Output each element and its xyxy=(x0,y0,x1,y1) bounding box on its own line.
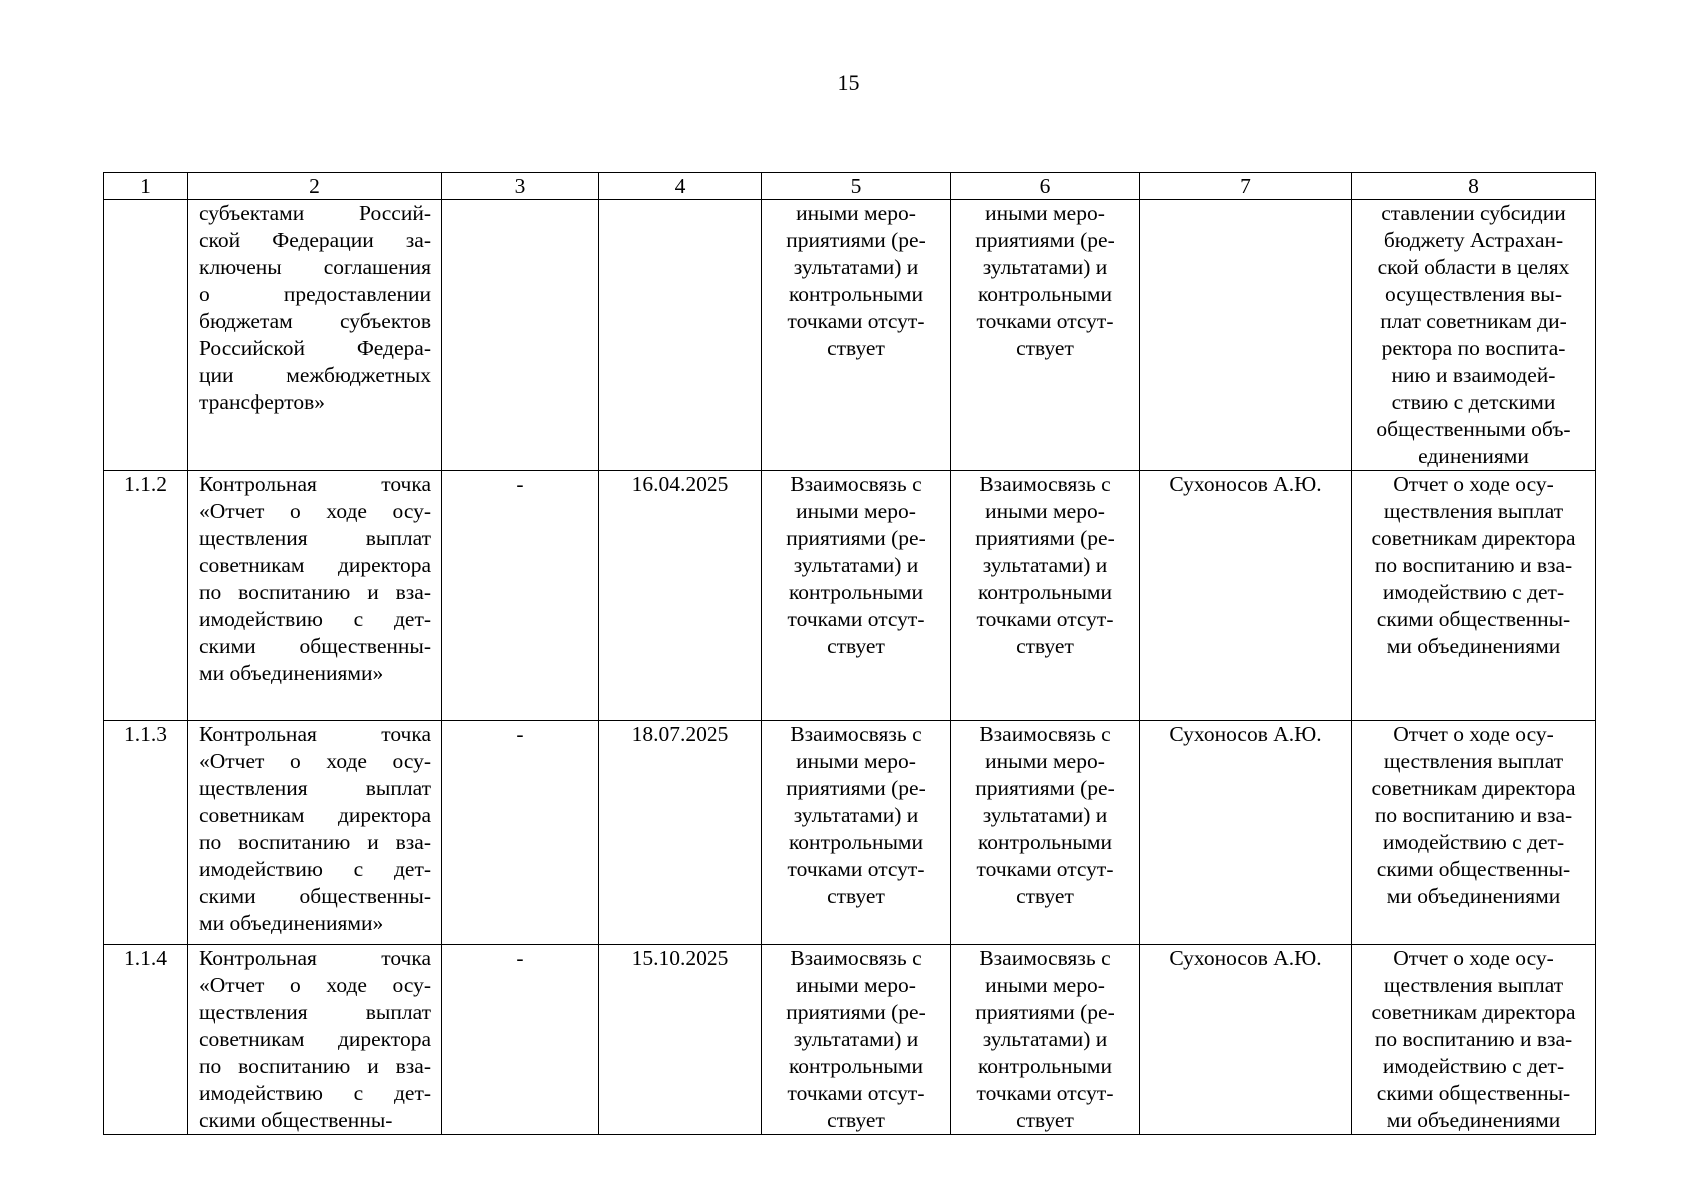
event-name-cell xyxy=(188,200,442,471)
date-cell xyxy=(599,200,762,471)
cell-line: плат советникам ди- xyxy=(1380,309,1567,333)
cell-line: точками отсут- xyxy=(976,607,1114,631)
cell-line: зультатами) и xyxy=(982,1027,1108,1051)
cell-line: ществления выплат xyxy=(1383,499,1564,523)
cell-line: приятиями (ре- xyxy=(786,776,926,800)
cell-line: иными меро- xyxy=(796,749,916,773)
cell-line: трансфертов» xyxy=(199,390,325,414)
cell-text: 1.1.2 xyxy=(124,472,167,496)
column-3-cell xyxy=(442,945,599,1135)
responsible-cell xyxy=(1140,471,1352,721)
result-cell xyxy=(1352,471,1596,721)
cell-line: ректора по воспита- xyxy=(1381,336,1566,360)
cell-line: по воспитанию и вза- xyxy=(1374,803,1573,827)
cell-text: Сухоносов А.Ю. xyxy=(1169,472,1322,496)
column-3-cell xyxy=(442,471,599,721)
cell-line: зультатами) и xyxy=(982,255,1108,279)
table-row xyxy=(104,200,1596,471)
cell-line: имодействию с дет- xyxy=(199,1081,431,1105)
row-number-cell xyxy=(104,945,188,1135)
relationship-cell xyxy=(762,721,951,945)
cell-text: Сухоносов А.Ю. xyxy=(1169,946,1322,970)
cell-line: контрольными xyxy=(977,580,1113,604)
cell-line: имодействию с дет- xyxy=(199,857,431,881)
cell-line: иными меро- xyxy=(796,973,916,997)
cell-line: скими общественны- xyxy=(199,1108,393,1132)
cell-line: ской области в целях xyxy=(1377,255,1570,279)
cell-line: контрольными xyxy=(788,580,924,604)
column-3-cell xyxy=(442,721,599,945)
cell-line: «Отчет о ходе осу- xyxy=(199,749,431,773)
cell-line: ми объединениями» xyxy=(199,911,384,935)
cell-line: контрольными xyxy=(788,282,924,306)
cell-text: 16.04.2025 xyxy=(631,472,729,496)
cell-line: ствует xyxy=(827,1108,885,1132)
cell-line: ми объединениями xyxy=(1386,884,1561,908)
row-number-cell xyxy=(104,200,188,471)
cell-line: бюджетам субъектов xyxy=(199,309,431,333)
table-row xyxy=(104,721,1596,945)
header-cell: 5 xyxy=(762,173,951,200)
cell-line: точками отсут- xyxy=(976,309,1114,333)
cell-line: зультатами) и xyxy=(793,553,919,577)
table-row xyxy=(104,471,1596,721)
cell-line: имодействию с дет- xyxy=(1382,830,1565,854)
page-number: 15 xyxy=(837,70,860,95)
cell-line: ской Федерации за- xyxy=(199,228,431,252)
cell-line: по воспитанию и вза- xyxy=(199,1054,431,1078)
cell-line: точками отсут- xyxy=(787,857,925,881)
relationship-cell xyxy=(951,200,1140,471)
cell-line: осуществления вы- xyxy=(1384,282,1563,306)
cell-line: иными меро- xyxy=(985,749,1105,773)
cell-line: ствует xyxy=(1016,336,1074,360)
cell-line: зультатами) и xyxy=(982,803,1108,827)
cell-line: контрольными xyxy=(977,830,1113,854)
cell-line: Контрольная точка xyxy=(199,722,431,746)
header-row xyxy=(104,173,1596,200)
cell-line: ствует xyxy=(827,634,885,658)
table-row xyxy=(104,945,1596,1135)
date-cell xyxy=(599,945,762,1135)
cell-line: контрольными xyxy=(977,1054,1113,1078)
cell-line: Взаимосвязь с xyxy=(790,472,922,496)
cell-text: 18.07.2025 xyxy=(631,722,729,746)
cell-line: скими общественны- xyxy=(199,634,431,658)
cell-line: Российской Федера- xyxy=(199,336,431,360)
cell-line: иными меро- xyxy=(796,499,916,523)
cell-line: ществления выплат xyxy=(199,1000,431,1024)
header-cell: 4 xyxy=(599,173,762,200)
header-cell: 8 xyxy=(1352,173,1596,200)
header-cell: 2 xyxy=(188,173,442,200)
table-body xyxy=(104,173,1596,1135)
cell-line: советникам директора xyxy=(1371,1000,1576,1024)
cell-line: скими общественны- xyxy=(199,884,431,908)
cell-line: советникам директора xyxy=(1371,526,1576,550)
row-number-cell xyxy=(104,471,188,721)
cell-line: приятиями (ре- xyxy=(786,228,926,252)
cell-text: - xyxy=(516,472,524,496)
cell-line: «Отчет о ходе осу- xyxy=(199,499,431,523)
header-cell: 7 xyxy=(1140,173,1352,200)
cell-line: ставлении субсидии xyxy=(1381,201,1566,225)
cell-text: Сухоносов А.Ю. xyxy=(1169,722,1322,746)
cell-line: Контрольная точка xyxy=(199,472,431,496)
row-number-cell xyxy=(104,721,188,945)
cell-line: иными меро- xyxy=(796,201,916,225)
header-cell: 6 xyxy=(951,173,1140,200)
cell-line: по воспитанию и вза- xyxy=(1374,553,1573,577)
cell-line: приятиями (ре- xyxy=(975,228,1115,252)
cell-text: - xyxy=(516,722,524,746)
cell-line: ществления выплат xyxy=(199,776,431,800)
relationship-cell xyxy=(762,200,951,471)
cell-line: ществления выплат xyxy=(199,526,431,550)
cell-line: ствию с детскими xyxy=(1391,390,1556,414)
responsible-cell xyxy=(1140,200,1352,471)
result-cell xyxy=(1352,721,1596,945)
cell-line: приятиями (ре- xyxy=(786,1000,926,1024)
cell-text: 15.10.2025 xyxy=(631,946,729,970)
cell-line: приятиями (ре- xyxy=(975,1000,1115,1024)
event-name-cell xyxy=(188,945,442,1135)
header-cell: 1 xyxy=(104,173,188,200)
cell-line: контрольными xyxy=(788,830,924,854)
cell-line: «Отчет о ходе осу- xyxy=(199,973,431,997)
cell-line: точками отсут- xyxy=(976,1081,1114,1105)
cell-line: ществления выплат xyxy=(1383,973,1564,997)
result-cell xyxy=(1352,945,1596,1135)
cell-line: скими общественны- xyxy=(1376,1081,1571,1105)
cell-line: точками отсут- xyxy=(976,857,1114,881)
cell-line: имодействию с дет- xyxy=(1382,1054,1565,1078)
cell-line: по воспитанию и вза- xyxy=(1374,1027,1573,1051)
cell-line: иными меро- xyxy=(985,499,1105,523)
cell-line: приятиями (ре- xyxy=(975,526,1115,550)
cell-line: советникам директора xyxy=(1371,776,1576,800)
cell-line: ми объединениями» xyxy=(199,661,384,685)
cell-line: скими общественны- xyxy=(1376,607,1571,631)
cell-line: бюджету Астрахан- xyxy=(1383,228,1564,252)
cell-text: - xyxy=(516,946,524,970)
cell-line: Отчет о ходе осу- xyxy=(1393,722,1554,746)
cell-line: контрольными xyxy=(977,282,1113,306)
cell-line: ствует xyxy=(1016,1108,1074,1132)
cell-text: 1.1.3 xyxy=(124,722,167,746)
cell-line: точками отсут- xyxy=(787,309,925,333)
cell-line: иными меро- xyxy=(985,201,1105,225)
cell-line: Контрольная точка xyxy=(199,946,431,970)
relationship-cell xyxy=(951,471,1140,721)
cell-line: приятиями (ре- xyxy=(975,776,1115,800)
cell-line: ключены соглашения xyxy=(199,255,431,279)
cell-line: Взаимосвязь с xyxy=(979,946,1111,970)
cell-line: Взаимосвязь с xyxy=(790,722,922,746)
header-cell: 3 xyxy=(442,173,599,200)
plan-table xyxy=(103,172,1596,1135)
column-3-cell xyxy=(442,200,599,471)
responsible-cell xyxy=(1140,721,1352,945)
cell-line: ствует xyxy=(1016,634,1074,658)
date-cell xyxy=(599,471,762,721)
cell-line: нию и взаимодей- xyxy=(1391,363,1556,387)
cell-line: точками отсут- xyxy=(787,1081,925,1105)
cell-line: ствует xyxy=(827,336,885,360)
cell-line: зультатами) и xyxy=(793,803,919,827)
cell-line: единениями xyxy=(1418,444,1529,468)
cell-line: Отчет о ходе осу- xyxy=(1393,472,1554,496)
result-cell xyxy=(1352,200,1596,471)
cell-line: Взаимосвязь с xyxy=(979,722,1111,746)
cell-line: иными меро- xyxy=(985,973,1105,997)
event-name-cell xyxy=(188,471,442,721)
cell-line: зультатами) и xyxy=(793,255,919,279)
cell-line: имодействию с дет- xyxy=(199,607,431,631)
cell-line: контрольными xyxy=(788,1054,924,1078)
cell-line: зультатами) и xyxy=(793,1027,919,1051)
date-cell xyxy=(599,721,762,945)
cell-line: Взаимосвязь с xyxy=(979,472,1111,496)
cell-line: по воспитанию и вза- xyxy=(199,830,431,854)
cell-line: ми объединениями xyxy=(1386,634,1561,658)
cell-line: о предоставлении xyxy=(199,282,431,306)
cell-line: по воспитанию и вза- xyxy=(199,580,431,604)
cell-text: 1.1.4 xyxy=(124,946,167,970)
cell-line: субъектами Россий- xyxy=(199,201,431,225)
cell-line: ствует xyxy=(827,884,885,908)
cell-line: советникам директора xyxy=(199,1027,431,1051)
cell-line: ствует xyxy=(1016,884,1074,908)
responsible-cell xyxy=(1140,945,1352,1135)
cell-line: советникам директора xyxy=(199,553,431,577)
relationship-cell xyxy=(762,945,951,1135)
cell-line: ции межбюджетных xyxy=(199,363,431,387)
cell-line: имодействию с дет- xyxy=(1382,580,1565,604)
event-name-cell xyxy=(188,721,442,945)
cell-line: Отчет о ходе осу- xyxy=(1393,946,1554,970)
relationship-cell xyxy=(762,471,951,721)
cell-line: ми объединениями xyxy=(1386,1108,1561,1132)
relationship-cell xyxy=(951,945,1140,1135)
cell-line: зультатами) и xyxy=(982,553,1108,577)
cell-line: советникам директора xyxy=(199,803,431,827)
cell-line: приятиями (ре- xyxy=(786,526,926,550)
cell-line: Взаимосвязь с xyxy=(790,946,922,970)
cell-line: общественными объ- xyxy=(1376,417,1571,441)
cell-line: ществления выплат xyxy=(1383,749,1564,773)
relationship-cell xyxy=(951,721,1140,945)
cell-line: скими общественны- xyxy=(1376,857,1571,881)
cell-line: точками отсут- xyxy=(787,607,925,631)
